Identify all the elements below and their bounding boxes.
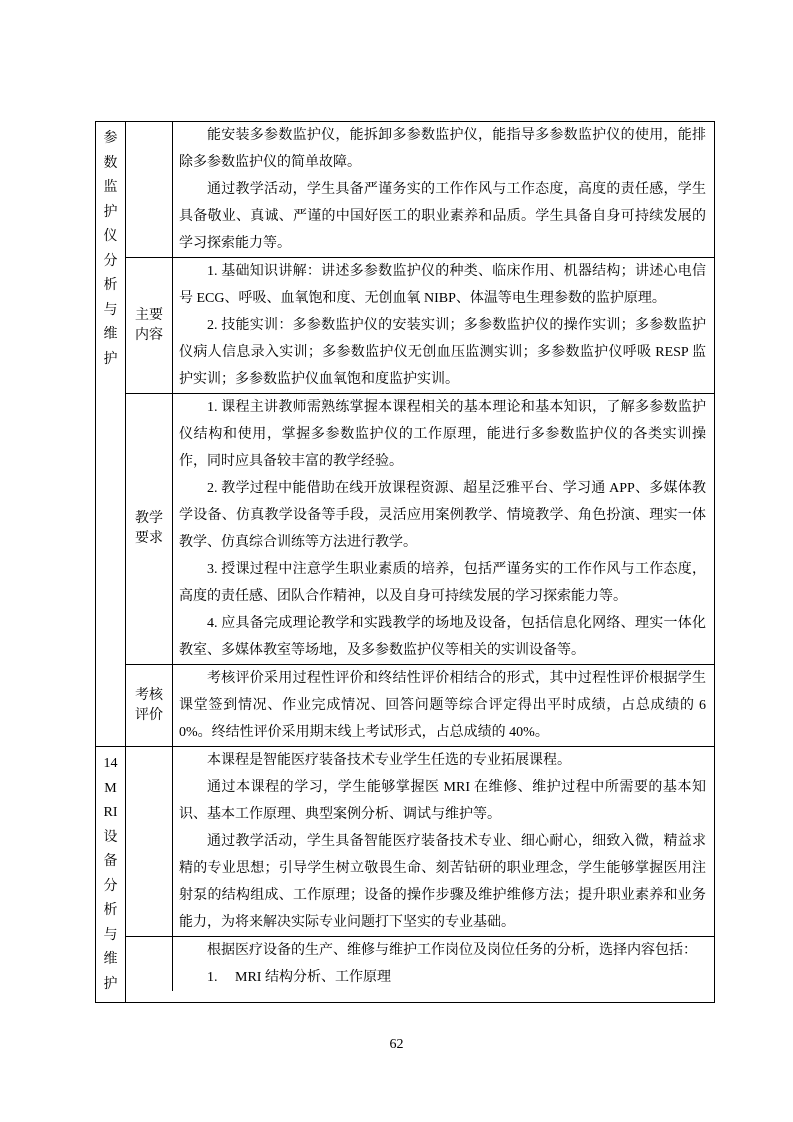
table-row xyxy=(126,747,714,936)
course-section xyxy=(96,746,714,1002)
paragraph: 通过教学活动，学生具备智能医疗装备技术专业、细心耐心，细致入微，精益求精的专业思想；引导学生树立敬畏生命、刻苦钻研的职业理念，学生能够掌握医用注射泵的结构组成、工作原理；设备的操作步骤及维护维修方法；提升职业素养和业务能力，为将来解决实际专业问题打下坚实的专业基础。 xyxy=(179,834,706,930)
paragraph: 1. MRI 结构分析、工作原理 xyxy=(207,970,391,985)
paragraph: 考核评价采用过程性评价和终结性评价相结合的形式，其中过程性评价根据学生课堂签到情况、作业完成情况、回答问题等综合评定得出平时成绩，占总成绩的 60%。终结性评价采用期末线上考试形式，占总成绩的 40%。 xyxy=(179,671,706,740)
paragraph: 1. 课程主讲教师需熟练掌握本课程相关的基本理论和基本知识，了解多参数监护仪结构和使用，掌握多参数监护仪的工作原理，能进行多参数监护仪的各类实训操作，同时应具备较丰富的教学经验。 xyxy=(179,400,706,469)
paragraph: 能安装多参数监护仪，能拆卸多参数监护仪，能指导多参数监护仪的使用，能排除多参数监护仪的简单故障。 xyxy=(179,128,706,170)
row-content xyxy=(173,122,714,257)
row-content xyxy=(173,665,714,746)
paragraph: 2. 技能实训：多参数监护仪的安装实训；多参数监护仪的操作实训；多参数监护仪病人信息录入实训；多参数监护仪无创血压监测实训；多参数监护仪呼吸 RESP 监护实训；多参数监护仪血氧饱和度监护实训。 xyxy=(179,318,706,387)
row-label: 主要内容 xyxy=(126,258,173,393)
row-content xyxy=(173,937,714,991)
row-content xyxy=(173,258,714,393)
row-label: 考核评价 xyxy=(126,665,173,746)
table-row xyxy=(126,393,714,664)
paragraph: 根据医疗设备的生产、维修与维护工作岗位及岗位任务的分析，选择内容包括： xyxy=(207,943,697,958)
page-number: 62 xyxy=(389,1037,404,1052)
section-rows xyxy=(126,747,714,1002)
paragraph: 通过本课程的学习，学生能够掌握医 MRI 在维修、维护过程中所需要的基本知识、基本工作原理、典型案例分析、调试与维护等。 xyxy=(179,780,706,822)
paragraph: 4. 应具备完成理论教学和实践教学的场地及设备，包括信息化网络、理实一体化教室、多媒体教室等场地，及多参数监护仪等相关的实训设备等。 xyxy=(179,616,706,658)
table-row xyxy=(126,122,714,257)
section-rows xyxy=(126,122,714,746)
paragraph: 2. 教学过程中能借助在线开放课程资源、超星泛雅平台、学习通 APP、多媒体教学设备、仿真教学设备等手段，灵活应用案例教学、情境教学、角色扮演、理实一体教学、仿真综合训练等方法进行教学。 xyxy=(179,481,706,550)
row-content xyxy=(173,747,714,936)
paragraph: 通过教学活动，学生具备严谨务实的工作作风与工作态度，高度的责任感，学生具备敬业、真诚、严谨的中国好医工的职业素养和品质。学生具备自身可持续发展的学习探索能力等。 xyxy=(179,182,706,251)
table-row xyxy=(126,664,714,746)
course-title-vertical: 参数监护仪分析与维护 xyxy=(103,131,118,367)
paragraph: 3. 授课过程中注意学生职业素质的培养，包括严谨务实的工作作风与工作态度，高度的责任感、团队合作精神，以及自身可持续发展的学习探索能力等。 xyxy=(179,562,706,604)
course-title-cell xyxy=(96,747,126,1002)
row-label xyxy=(126,122,173,257)
table-row xyxy=(126,936,714,991)
paragraph: 1. 基础知识讲解：讲述多参数监护仪的种类、临床作用、机器结构；讲述心电信号 ECG、呼吸、血氧饱和度、无创血氧 NIBP、体温等电生理参数的监护原理。 xyxy=(179,264,706,306)
course-table xyxy=(95,121,715,1003)
row-label xyxy=(126,937,173,991)
row-content xyxy=(173,394,714,664)
course-title-cell xyxy=(96,122,126,746)
table-row xyxy=(126,257,714,393)
row-label xyxy=(126,747,173,936)
course-section xyxy=(96,122,714,746)
course-title-vertical: 14 MRI 设备分析与维护 xyxy=(103,756,118,992)
row-label: 教学要求 xyxy=(126,394,173,664)
paragraph: 本课程是智能医疗装备技术专业学生任选的专业拓展课程。 xyxy=(207,753,571,768)
